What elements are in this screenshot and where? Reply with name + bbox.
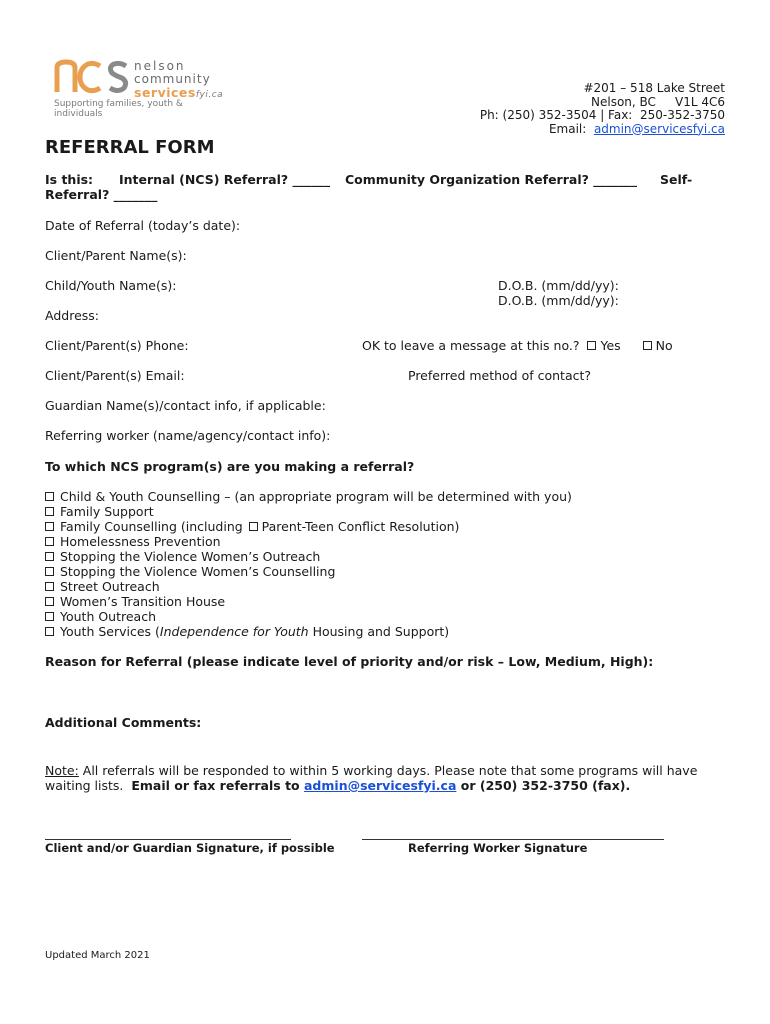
program-item: Family Counselling (including Parent-Teen Conflict Resolution): [45, 519, 572, 534]
community-referral-field[interactable]: Community Organization Referral? _______: [345, 172, 637, 187]
child-youth-names-label: Child/Youth Name(s):: [45, 278, 177, 293]
program-checkbox[interactable]: [45, 627, 54, 636]
client-parent-names-label: Client/Parent Name(s):: [45, 248, 187, 263]
program-checklist: [45, 489, 572, 639]
parent-teen-checkbox[interactable]: [249, 522, 258, 531]
program-item: Women’s Transition House: [45, 594, 572, 609]
program-item: Homelessness Prevention: [45, 534, 572, 549]
no-checkbox[interactable]: [643, 341, 652, 350]
phone-label: Client/Parent(s) Phone:: [45, 338, 189, 353]
program-checkbox[interactable]: [45, 522, 54, 531]
logo-tagline: Supporting families, youth & individuals: [54, 99, 183, 119]
note-email-link[interactable]: admin@servicesfyi.ca: [304, 778, 457, 793]
program-item: Street Outreach: [45, 579, 572, 594]
programs-heading: To which NCS program(s) are you making a referral?: [45, 459, 415, 474]
guardian-label: Guardian Name(s)/contact info, if applicable:: [45, 398, 326, 413]
is-this-label: Is this:: [45, 172, 94, 187]
note-line-1: Note: All referrals will be responded to within 5 working days. Please note that some programs will have: [45, 763, 698, 778]
address-email-line: Email: admin@servicesfyi.ca: [548, 121, 725, 136]
reason-heading: Reason for Referral (please indicate level of priority and/or risk – Low, Medium, High):: [45, 654, 654, 669]
program-checkbox[interactable]: [45, 597, 54, 606]
program-checkbox[interactable]: [45, 582, 54, 591]
note-label: Note:: [45, 763, 79, 778]
self-referral-label-start: Self-: [660, 172, 693, 187]
program-item: Child & Youth Counselling – (an appropriate program will be determined with you): [45, 489, 572, 504]
ncs-logo-icon: [54, 56, 134, 98]
date-of-referral-label: Date of Referral (today’s date):: [45, 218, 241, 233]
address-phone-fax: Ph: (250) 352-3504 | Fax: 250-352-3750: [479, 108, 725, 122]
dob-label-1: D.O.B. (mm/dd/yy):: [498, 278, 619, 293]
program-checkbox[interactable]: [45, 612, 54, 621]
logo-wordmark: [134, 60, 223, 102]
program-checkbox[interactable]: [45, 492, 54, 501]
ok-message-row: [362, 338, 673, 353]
program-checkbox[interactable]: [45, 537, 54, 546]
program-checkbox[interactable]: [45, 567, 54, 576]
self-referral-field[interactable]: Referral? _______: [45, 187, 158, 202]
organization-logo: [54, 56, 224, 119]
address-street: #201 – 518 Lake Street: [583, 81, 725, 95]
program-item: Youth Outreach: [45, 609, 572, 624]
logo-line-3: servicesfyi.ca: [134, 85, 224, 100]
dob-label-2: D.O.B. (mm/dd/yy):: [498, 293, 619, 308]
program-item: Family Support: [45, 504, 572, 519]
no-label: No: [655, 338, 673, 353]
ok-message-label: OK to leave a message at this no.?: [362, 338, 580, 353]
email-label: Client/Parent(s) Email:: [45, 368, 185, 383]
address-label: Address:: [45, 308, 99, 323]
comments-heading: Additional Comments:: [45, 715, 202, 730]
form-title: REFERRAL FORM: [45, 137, 215, 158]
logo-line-1: nelson: [134, 59, 186, 73]
client-signature-line[interactable]: [45, 839, 291, 840]
worker-signature-label: Referring Worker Signature: [408, 841, 588, 855]
referring-worker-label: Referring worker (name/agency/contact info):: [45, 428, 331, 443]
address-block: [480, 82, 725, 136]
program-item: Stopping the Violence Women’s Counselling: [45, 564, 572, 579]
logo-line-2: community: [134, 72, 211, 86]
header-email-link[interactable]: admin@servicesfyi.ca: [593, 121, 725, 136]
client-signature-label: Client and/or Guardian Signature, if possible: [45, 841, 335, 855]
program-item: Youth Services (Independence for Youth Housing and Support): [45, 624, 572, 639]
updated-footer: Updated March 2021: [45, 950, 150, 961]
yes-checkbox[interactable]: [587, 341, 596, 350]
yes-label: Yes: [600, 338, 621, 353]
note-line-2: waiting lists. Email or fax referrals to admin@servicesfyi.ca or (250) 352-3750 (fax).: [45, 778, 631, 793]
program-checkbox[interactable]: [45, 552, 54, 561]
program-item: Stopping the Violence Women’s Outreach: [45, 549, 572, 564]
address-city: Nelson, BC V1L 4C6: [591, 94, 725, 109]
worker-signature-line[interactable]: [362, 839, 664, 840]
program-checkbox[interactable]: [45, 507, 54, 516]
preferred-contact-label: Preferred method of contact?: [408, 368, 592, 383]
internal-referral-field[interactable]: Internal (NCS) Referral? ______: [119, 172, 330, 187]
